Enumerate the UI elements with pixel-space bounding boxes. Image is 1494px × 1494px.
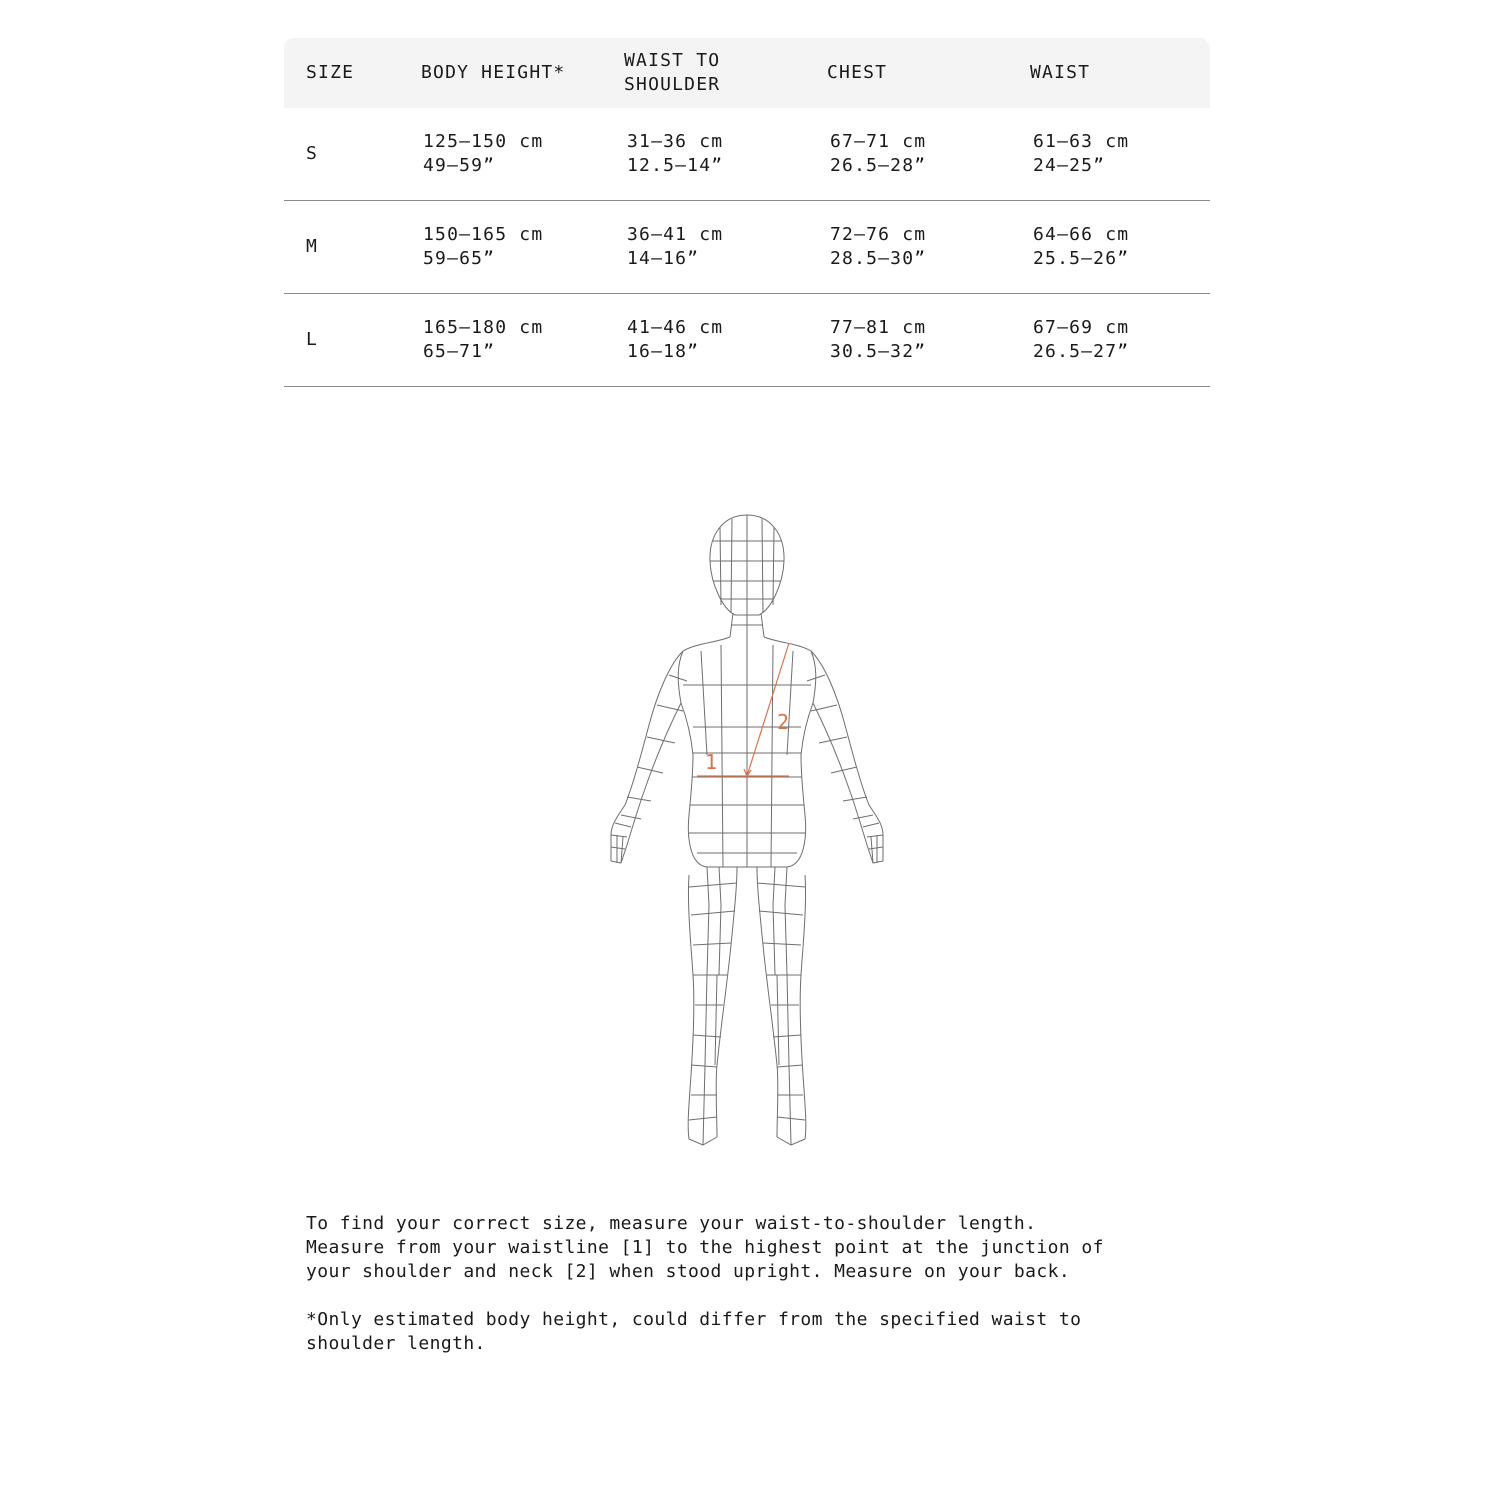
right-arm-grid — [807, 675, 873, 819]
cell-line-in: 26.5–28” — [830, 155, 927, 176]
cell-line-cm: 150–165 cm — [423, 224, 544, 245]
table-row — [284, 294, 1210, 387]
size-chart-table — [284, 38, 1210, 387]
header-waist-to-shoulder-label: WAIST TO SHOULDER — [624, 50, 721, 95]
cell-size: S — [284, 108, 421, 201]
cell-line-in: 49–59” — [423, 155, 496, 176]
neck — [730, 613, 764, 637]
left-leg-grid-horizontal — [689, 883, 737, 1120]
head-grid-vertical — [720, 515, 774, 615]
header-waist: WAIST — [1030, 62, 1091, 83]
cell-waist — [1030, 108, 1210, 201]
left-leg-grid-vertical — [703, 867, 721, 1145]
right-arm-outline — [811, 651, 883, 863]
cell-waist-to-shoulder — [624, 201, 827, 294]
cell-line-in: 26.5–27” — [1033, 341, 1130, 362]
size-chart-body — [284, 108, 1210, 387]
cell-line-cm: 41–46 cm — [627, 317, 724, 338]
marker-2: 2 — [777, 710, 790, 734]
cell-line-in: 28.5–30” — [830, 248, 927, 269]
cell-size: M — [284, 201, 421, 294]
cell-line-cm: 64–66 cm — [1033, 224, 1130, 245]
cell-body-height — [421, 108, 624, 201]
cell-line-cm: 67–69 cm — [1033, 317, 1130, 338]
header-row — [284, 38, 1210, 108]
measurement-instructions — [306, 1212, 1126, 1380]
right-leg-grid-vertical — [773, 867, 791, 1145]
cell-line-cm: 61–63 cm — [1033, 131, 1130, 152]
cell-chest — [827, 108, 1030, 201]
table-row — [284, 201, 1210, 294]
cell-line-cm: 67–71 cm — [830, 131, 927, 152]
cell-line-cm: 36–41 cm — [627, 224, 724, 245]
cell-chest — [827, 201, 1030, 294]
cell-line-in: 12.5–14” — [627, 155, 724, 176]
cell-line-cm: 72–76 cm — [830, 224, 927, 245]
size-chart-header — [284, 38, 1210, 108]
cell-line-in: 25.5–26” — [1033, 248, 1130, 269]
cell-line-in: 59–65” — [423, 248, 496, 269]
left-arm-outline — [611, 651, 683, 863]
marker-1: 1 — [705, 750, 718, 774]
instructions-paragraph: To find your correct size, measure your waist-to-shoulder length. Measure from your waistline [1] to the highest point at the junction of your shoulder and neck [2] when stood upright. Measure on your back. — [306, 1213, 1104, 1282]
footnote-paragraph: *Only estimated body height, could differ from the specified waist to shoulder length. — [306, 1309, 1082, 1354]
cell-body-height — [421, 201, 624, 294]
header-chest: CHEST — [827, 62, 888, 83]
cell-line-cm: 165–180 cm — [423, 317, 544, 338]
cell-line-cm: 31–36 cm — [627, 131, 724, 152]
header-body-height: BODY HEIGHT* — [421, 62, 566, 83]
cell-line-in: 30.5–32” — [830, 341, 927, 362]
cell-line-in: 14–16” — [627, 248, 700, 269]
mannequin-wireframe — [611, 515, 883, 1145]
right-leg-outline — [757, 867, 806, 1145]
cell-waist-to-shoulder — [624, 294, 827, 387]
cell-body-height — [421, 294, 624, 387]
cell-size: L — [284, 294, 421, 387]
cell-waist — [1030, 294, 1210, 387]
cell-line-cm: 125–150 cm — [423, 131, 544, 152]
header-waist-to-shoulder — [624, 38, 827, 108]
cell-line-in: 24–25” — [1033, 155, 1106, 176]
left-arm-grid — [621, 675, 687, 819]
cell-waist — [1030, 201, 1210, 294]
cell-chest — [827, 294, 1030, 387]
cell-line-cm: 77–81 cm — [830, 317, 927, 338]
cell-line-in: 16–18” — [627, 341, 700, 362]
left-leg-outline — [688, 867, 737, 1145]
cell-waist-to-shoulder — [624, 108, 827, 201]
header-size: SIZE — [306, 62, 355, 83]
table-row — [284, 108, 1210, 201]
body-measurement-figure — [597, 505, 897, 1155]
cell-line-in: 65–71” — [423, 341, 496, 362]
right-leg-grid-horizontal — [757, 883, 805, 1120]
